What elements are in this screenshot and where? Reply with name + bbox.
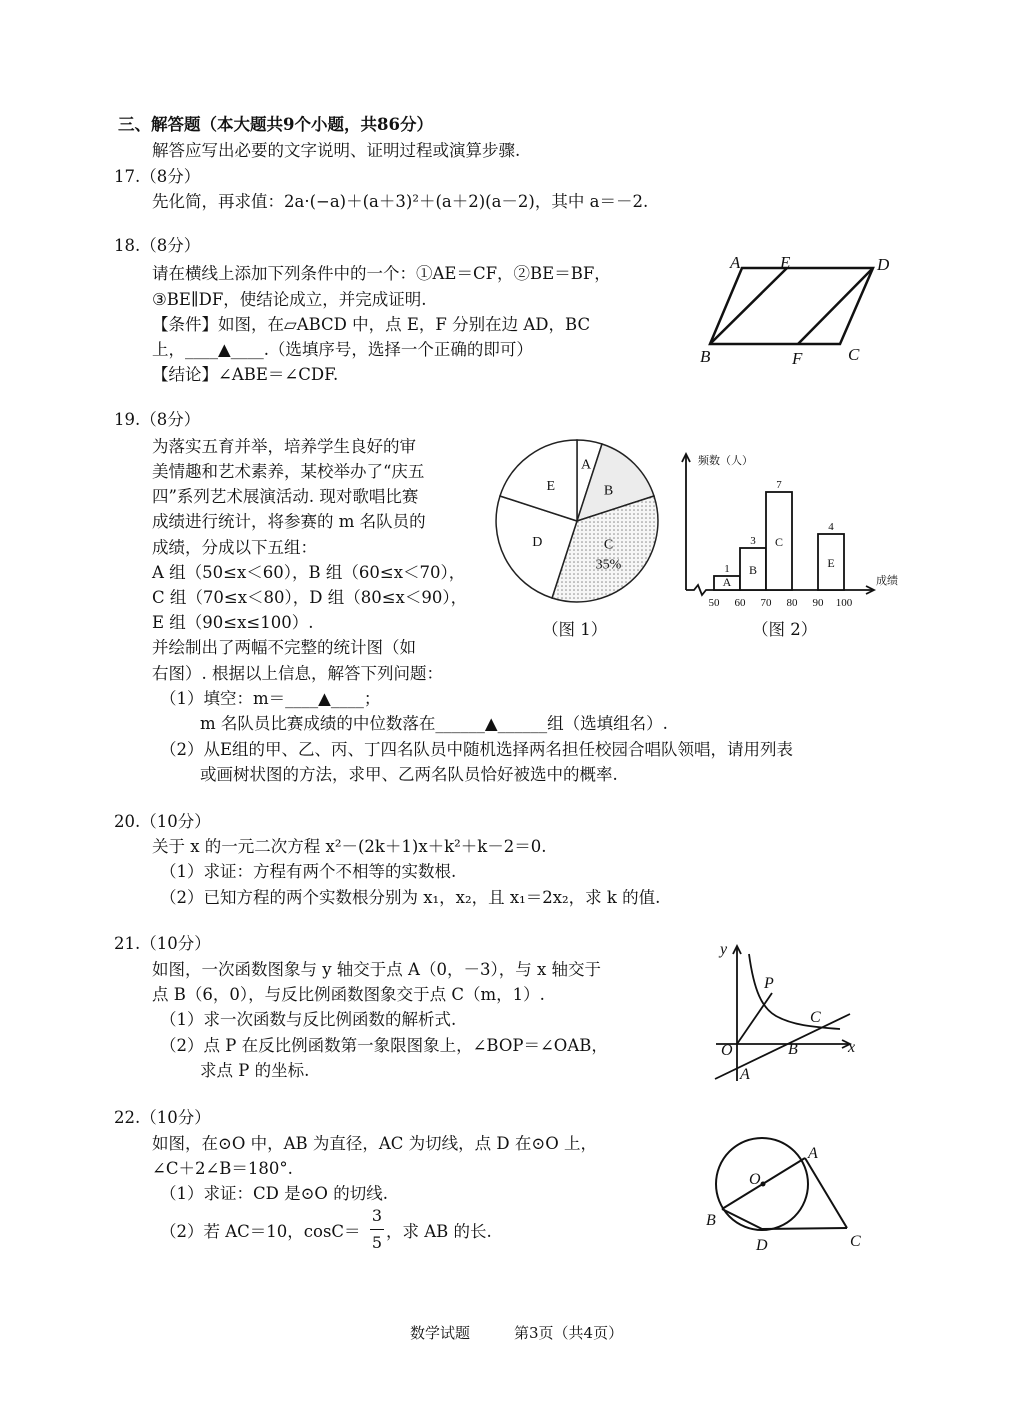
- label-y: y: [720, 941, 728, 958]
- fig1-caption: （图 1）: [542, 620, 608, 639]
- center-dot: [761, 1182, 766, 1187]
- pie-chart: [492, 436, 662, 606]
- bar-x-tick: 90: [812, 597, 824, 609]
- segment-df: [798, 268, 873, 344]
- pie-label-d: D: [532, 535, 543, 551]
- q18-line2: ③BE∥DF，使结论成立，并完成证明.: [152, 290, 427, 309]
- q17-text: 先化简，再求值：2a·(−a)＋(a＋3)²＋(a＋2)(a－2)，其中 a＝－2.: [152, 192, 649, 211]
- label-a: A: [730, 253, 741, 272]
- inverse-function-curve: [749, 954, 840, 1029]
- q19-line: 并绘制出了两幅不完整的统计图（如: [152, 638, 416, 657]
- footer-subject: 数学试题: [410, 1324, 471, 1342]
- label-o: O: [721, 1042, 733, 1059]
- fraction-denominator: 5: [371, 1233, 383, 1252]
- bar-value-b: 3: [750, 535, 756, 547]
- q18-header: 18.（8分）: [114, 236, 201, 255]
- bar-label-e: E: [827, 556, 835, 570]
- q21-part2: （2）点 P 在反比例函数第一象限图象上，∠BOP＝∠OAB，: [160, 1036, 608, 1055]
- pie-percent-c: 35%: [595, 557, 622, 573]
- q20-part2: （2）已知方程的两个实数根分别为 x₁，x₂，且 x₁＝2x₂，求 k 的值.: [160, 888, 661, 907]
- q18-line3: 【条件】如图，在▱ABCD 中，点 E，F 分别在边 AD，BC: [152, 315, 591, 334]
- q19-part1b: m 名队员比赛成绩的中位数落在______▲______组（选填组名）.: [200, 714, 668, 733]
- q19-header: 19.（8分）: [114, 410, 201, 429]
- label-e: E: [780, 253, 791, 272]
- bar-x-tick: 50: [708, 597, 720, 609]
- q19-line: C 组（70≤x＜80），D 组（80≤x＜90），: [152, 588, 468, 607]
- q22-line1: 如图，在⊙O 中，AB 为直径，AC 为切线，点 D 在⊙O 上，: [152, 1134, 597, 1153]
- q20-part1: （1）求证：方程有两个不相等的实数根.: [160, 862, 457, 881]
- q22-line2: ∠C＋2∠B＝180°.: [152, 1159, 293, 1178]
- q21-part1: （1）求一次函数与反比例函数的解析式.: [160, 1010, 457, 1029]
- bar-value-e: 4: [828, 521, 834, 533]
- segment-op: [737, 993, 772, 1044]
- label-a: A: [808, 1145, 818, 1162]
- fig2-caption: （图 2）: [752, 620, 818, 639]
- q20-header: 20.（10分）: [114, 812, 211, 831]
- parallelogram-abcd: [710, 268, 873, 344]
- q22-part2-pre: （2）若 AC＝10，cosC＝: [160, 1222, 361, 1241]
- label-o: O: [749, 1171, 761, 1188]
- q19-line: 四”系列艺术展演活动. 现对歌唱比赛: [152, 487, 419, 506]
- label-a: A: [740, 1066, 750, 1083]
- bar-value-a: 1: [724, 563, 730, 575]
- bar-label-c: C: [774, 535, 784, 549]
- pie-label-b: B: [603, 483, 614, 499]
- label-c: C: [810, 1009, 821, 1026]
- tangent-ac: [805, 1158, 847, 1228]
- q21-header: 21.（10分）: [114, 934, 211, 953]
- q18-line4: 上，____▲____.（选填序号，选择一个正确的即可）: [152, 340, 533, 359]
- q19-line: 为落实五育并举，培养学生良好的审: [152, 437, 416, 456]
- label-b: B: [700, 347, 711, 366]
- q21-line2: 点 B（6，0），与反比例函数图象交于点 C（m，1）.: [152, 985, 545, 1004]
- q21-line1: 如图，一次函数图象与 y 轴交于点 A（0，－3），与 x 轴交于: [152, 960, 602, 979]
- q19-line: 成绩进行统计，将参赛的 m 名队员的: [152, 512, 426, 531]
- q18-line5: 【结论】∠ABE＝∠CDF.: [152, 365, 339, 384]
- q22-part2-post: ，求 AB 的长.: [386, 1222, 492, 1241]
- label-d: D: [756, 1237, 768, 1254]
- label-b: B: [706, 1212, 716, 1229]
- function-graph-figure: [700, 936, 870, 1086]
- segment-be: [710, 268, 787, 344]
- q21-part2b: 求点 P 的坐标.: [200, 1061, 310, 1080]
- section-title: 三、解答题（本大题共9个小题，共86分）: [118, 115, 433, 134]
- bar-x-tick: 100: [835, 597, 853, 609]
- footer-page: 第3页（共4页）: [514, 1324, 624, 1342]
- bar-label-a: A: [722, 575, 732, 589]
- section-instruction: 解答应写出必要的文字说明、证明过程或演算步骤.: [152, 141, 521, 160]
- pie-label-e: E: [546, 479, 556, 494]
- fraction-bar: [370, 1229, 384, 1230]
- q19-line: 成绩，分成以下五组：: [152, 538, 317, 557]
- q19-line: E 组（90≤x≤100）.: [152, 613, 314, 632]
- pie-label-c: C: [603, 537, 614, 553]
- label-d: D: [877, 255, 890, 274]
- circle-figure: [700, 1136, 870, 1256]
- label-c: C: [850, 1233, 861, 1250]
- label-x: x: [848, 1039, 856, 1056]
- bar-x-tick: 60: [734, 597, 746, 609]
- q22-header: 22.（10分）: [114, 1108, 211, 1127]
- bar-y-label: 频数（人）: [698, 455, 753, 467]
- q19-part2a: （2）从E组的甲、乙、丙、丁四名队员中随机选择两名担任校园合唱队领唱，请用列表: [160, 740, 794, 759]
- bar-x-label: 成绩: [876, 575, 898, 587]
- q18-line1: 请在横线上添加下列条件中的一个：①AE＝CF，②BE＝BF，: [152, 264, 611, 283]
- bar-value-c: 7: [776, 479, 782, 491]
- bar-chart: [676, 444, 906, 614]
- q19-line: A 组（50≤x＜60），B 组（60≤x＜70），: [152, 563, 466, 582]
- label-c: C: [848, 345, 860, 364]
- parallelogram-figure: [690, 250, 910, 370]
- q17-header: 17.（8分）: [114, 167, 201, 186]
- linear-function-line: [715, 1014, 850, 1079]
- q22-part1: （1）求证：CD 是⊙O 的切线.: [160, 1184, 388, 1203]
- q19-line: 美情趣和艺术素养，某校举办了“庆五: [152, 462, 425, 481]
- fraction-numerator: 3: [371, 1206, 383, 1225]
- label-p: P: [764, 975, 774, 992]
- pie-label-a: A: [581, 457, 592, 473]
- bar-label-b: B: [748, 563, 758, 577]
- tangent-cd: [762, 1228, 847, 1229]
- q19-part1a: （1）填空：m＝____▲____；: [160, 689, 381, 708]
- label-b: B: [788, 1041, 798, 1058]
- bar-x-tick: 70: [760, 597, 772, 609]
- label-f: F: [792, 349, 803, 368]
- bar-x-tick: 80: [786, 597, 798, 609]
- q20-text: 关于 x 的一元二次方程 x²－(2k＋1)x＋k²＋k－2＝0.: [152, 837, 547, 856]
- q19-part2b: 或画树状图的方法，求甲、乙两名队员恰好被选中的概率.: [200, 765, 618, 784]
- q19-line: 右图）. 根据以上信息，解答下列问题：: [152, 664, 443, 683]
